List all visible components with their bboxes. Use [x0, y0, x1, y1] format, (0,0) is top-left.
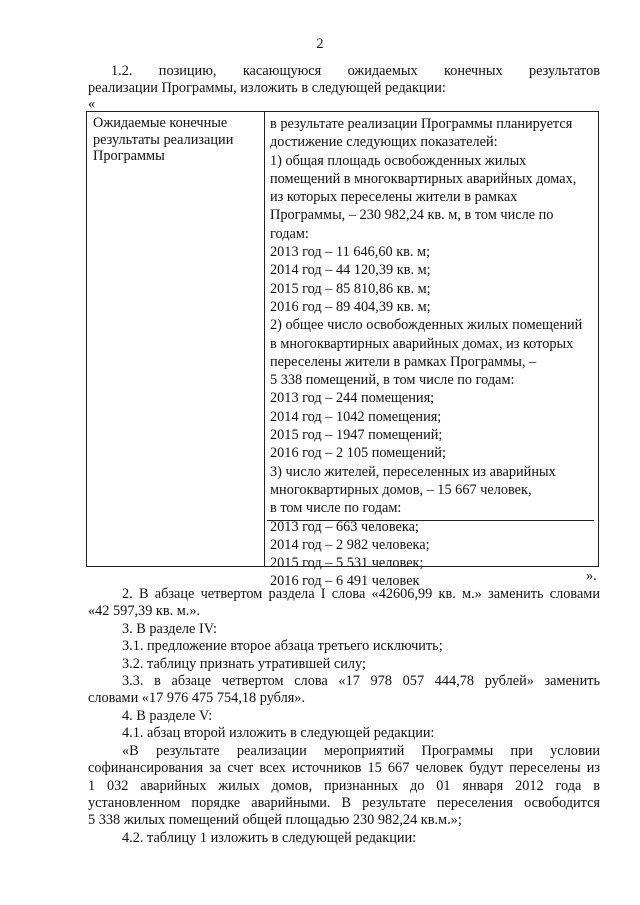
left-cell-line: Программы	[93, 148, 165, 165]
quote-line-3: 1 032 аварийных жилых домов, признанных до 01 января 2012 года в	[88, 778, 600, 794]
right-cell-line: 2015 год – 85 810,86 кв. м;	[270, 280, 431, 297]
right-cell-line: 2014 год – 2 982 человека;	[270, 536, 430, 553]
quote-line-4: установленном порядке аварийными. В результате переселения освободится	[88, 795, 600, 811]
right-cell-line: 1) общая площадь освобожденных жилых	[270, 152, 527, 169]
paragraph-3: 3. В разделе IV:	[122, 621, 217, 637]
right-cell-line: 2016 год – 89 404,39 кв. м;	[270, 298, 431, 315]
paragraph-2-line-2: «42 597,39 кв. м.».	[88, 603, 201, 619]
right-cell-line: 3) число жителей, переселенных из аварийных	[270, 463, 556, 480]
table-right-cell	[270, 115, 596, 591]
right-cell-line: достижение следующих показателей:	[270, 134, 498, 151]
right-cell-line: 2015 год – 5 531 человек;	[270, 555, 424, 572]
right-cell-line: 2) общее число освобожденных жилых помещений	[270, 317, 583, 334]
right-cell-line: 2016 год – 2 105 помещений;	[270, 445, 446, 462]
right-cell-line: Программы, – 230 982,24 кв. м, в том числе по	[270, 207, 554, 224]
right-cell-line: многоквартирных домов, – 15 667 человек,	[270, 481, 532, 498]
paragraph-4: 4. В разделе V:	[122, 708, 213, 724]
table-column-divider	[264, 112, 265, 566]
right-cell-line: 2015 год – 1947 помещений;	[270, 427, 443, 444]
right-cell-line: годам:	[270, 225, 309, 242]
paragraph-3-1: 3.1. предложение второе абзаца третьего исключить;	[122, 638, 443, 654]
paragraph-3-3-line-2: словами «17 976 475 754,18 рубля».	[88, 690, 306, 706]
table-left-cell	[93, 115, 261, 165]
paragraph-2-line-1: 2. В абзаце четвертом раздела I слова «42606,99 кв. м.» заменить словами	[122, 586, 600, 602]
quote-line-1: «В результате реализации мероприятий Программы при условии	[122, 743, 600, 759]
page-number: 2	[316, 36, 324, 52]
right-cell-line: 5 338 помещений, в том числе по годам:	[270, 372, 515, 389]
paragraph-3-3-line-1: 3.3. в абзаце четвертом слова «17 978 057 444,78 рублей» заменить	[122, 673, 600, 689]
right-cell-line: 2013 год – 11 646,60 кв. м;	[270, 244, 431, 261]
right-cell-line: 2014 год – 1042 помещения;	[270, 408, 442, 425]
right-cell-line: помещений в многоквартирных аварийных домах,	[270, 170, 577, 187]
left-cell-line: результаты реализации	[93, 131, 234, 148]
right-cell-line: 2013 год – 663 человека;	[270, 518, 419, 535]
intro-line-1: 1.2. позицию, касающуюся ожидаемых конечных результатов	[111, 63, 600, 79]
right-cell-line: переселены жители в рамках Программы, –	[270, 353, 537, 370]
right-cell-line: из которых переселены жители в рамках	[270, 189, 518, 206]
right-cell-line: 2013 год – 244 помещения;	[270, 390, 435, 407]
quote-line-5: 5 338 жилых помещений общей площадью 230 982,24 кв.м.»;	[88, 812, 462, 828]
right-cell-line: в результате реализации Программы планируется	[270, 116, 573, 132]
paragraph-3-2: 3.2. таблицу признать утратившей силу;	[122, 656, 366, 672]
quote-open-mark: «	[88, 96, 96, 112]
paragraph-4-1: 4.1. абзац второй изложить в следующей редакции:	[122, 725, 435, 741]
right-cell-line: в том числе по годам:	[270, 500, 402, 517]
quote-close-mark: ».	[586, 568, 597, 584]
paragraph-4-2: 4.2. таблицу 1 изложить в следующей редакции:	[122, 830, 417, 846]
right-cell-line: 2016 год – 6 491 человек	[270, 573, 420, 590]
right-cell-line: в многоквартирных аварийных домах, из которых	[270, 335, 574, 352]
right-cell-line: 2014 год – 44 120,39 кв. м;	[270, 262, 431, 279]
left-cell-line: Ожидаемые конечные	[93, 115, 228, 131]
results-table	[86, 111, 599, 590]
intro-line-2: реализации Программы, изложить в следующей редакции:	[88, 80, 446, 96]
quote-line-2: софинансирования за счет всех источников 15 667 человек будут переселены из	[88, 760, 600, 776]
